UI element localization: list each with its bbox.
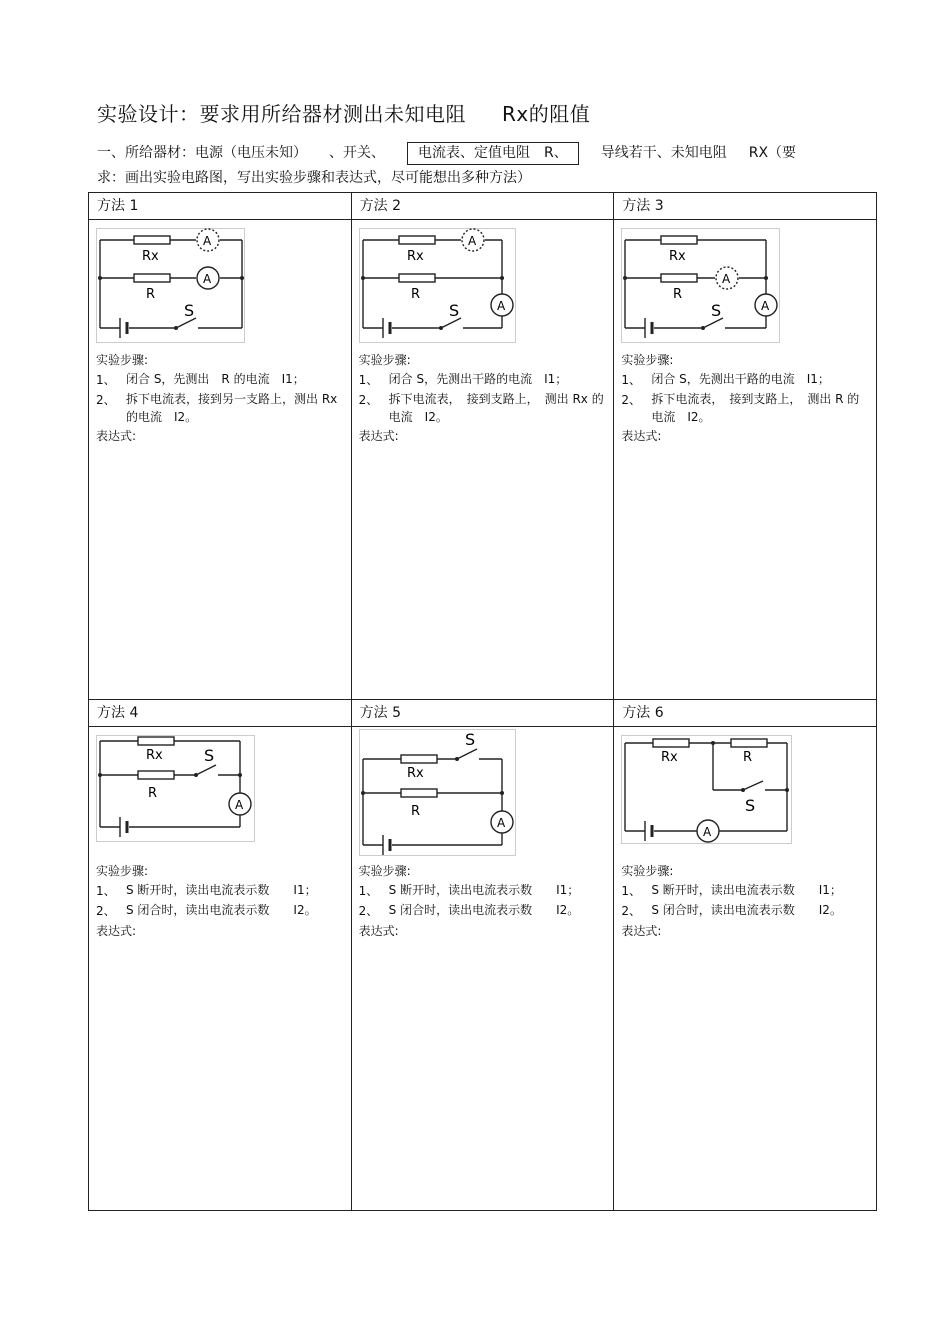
step-item: 1、 S 断开时，读出电流表示数 I1； xyxy=(358,883,580,898)
expression-label: 表达式: xyxy=(621,924,662,938)
materials-line: 一、所给器材：电源（电压未知） 、开关、 电流表、定值电阻 R、 导线若干、未知电阻 RX（要 xyxy=(97,142,796,162)
r-label: R xyxy=(146,287,156,302)
steps-label: 实验步骤: xyxy=(621,864,674,878)
method-title: 方法 3 xyxy=(614,193,877,220)
rx-label: Rx xyxy=(406,766,424,781)
method-title: 方法 1 xyxy=(89,193,352,220)
method-title: 方法 6 xyxy=(614,700,877,727)
method-title: 方法 4 xyxy=(89,700,352,727)
steps-block xyxy=(359,350,606,446)
requirement-line: 求：画出实验电路图，写出实验步骤和表达式，尽可能想出多种方法） xyxy=(97,170,531,186)
ammeter-label: A xyxy=(761,299,770,313)
ammeter-label: A xyxy=(203,272,212,286)
step-item: 2、 S 闭合时，读出电流表示数 I2。 xyxy=(358,903,580,918)
step-item: 2、 S 闭合时，读出电流表示数 I2。 xyxy=(621,903,842,918)
switch-label: S xyxy=(745,796,756,815)
highlighted-materials: 电流表、定值电阻 R、 xyxy=(407,142,579,165)
rx-label: Rx xyxy=(661,750,679,765)
expression-label: 表达式: xyxy=(621,429,662,443)
ammeter-label: A xyxy=(235,798,244,812)
steps-label: 实验步骤: xyxy=(358,353,411,367)
r-label: R xyxy=(148,786,158,801)
circuit-diagram-2 xyxy=(359,228,519,344)
step-item: 2、 S 闭合时，读出电流表示数 I2。 xyxy=(96,903,317,918)
rx-label: Rx xyxy=(146,748,163,763)
switch-label: S xyxy=(204,746,215,765)
ammeter-label: A xyxy=(203,234,212,248)
steps-block xyxy=(96,350,343,446)
circuit-diagram-5 xyxy=(359,729,519,857)
step-item: 1、 闭合 S，先测出干路的电流 I1； xyxy=(358,372,568,387)
steps-block xyxy=(96,861,343,941)
circuit-diagram-4 xyxy=(96,735,258,845)
switch-label: S xyxy=(711,301,722,320)
circuit-diagram-6 xyxy=(621,735,795,847)
steps-label: 实验步骤: xyxy=(96,864,149,878)
r-label: R xyxy=(410,287,420,302)
ammeter-label: A xyxy=(722,272,731,286)
method-title: 方法 5 xyxy=(351,700,614,727)
steps-label: 实验步骤: xyxy=(96,353,149,367)
circuit-diagram-3 xyxy=(621,228,783,344)
r-label: R xyxy=(410,804,420,819)
steps-block xyxy=(621,350,868,446)
expression-label: 表达式: xyxy=(358,924,399,938)
ammeter-label: A xyxy=(496,299,505,313)
r-label: R xyxy=(743,750,753,765)
circuit-diagram-1 xyxy=(96,228,246,344)
methods-table xyxy=(88,192,877,1211)
step-item: 1、 S 断开时，读出电流表示数 I1； xyxy=(621,883,842,898)
step-item: 2、 拆下电流表， 接到支路上， 测出 Rx 的电流 I2。 xyxy=(358,392,604,424)
ammeter-label: A xyxy=(703,825,712,839)
switch-label: S xyxy=(448,301,459,320)
expression-label: 表达式: xyxy=(96,924,137,938)
step-item: 1、 闭合 S，先测出 R 的电流 I1； xyxy=(96,372,305,387)
page-title: 实验设计：要求用所给器材测出未知电阻 Rx的阻值 xyxy=(97,102,591,126)
steps-block xyxy=(359,861,606,941)
rx-label: Rx xyxy=(669,249,687,264)
steps-label: 实验步骤: xyxy=(358,864,411,878)
steps-label: 实验步骤: xyxy=(621,353,674,367)
steps-block xyxy=(621,861,868,941)
switch-label: S xyxy=(464,730,475,749)
step-item: 2、 拆下电流表，接到另一支路上，测出 Rx 的电流 I2。 xyxy=(96,392,338,424)
step-item: 1、 S 断开时，读出电流表示数 I1； xyxy=(96,883,317,898)
r-label: R xyxy=(673,287,683,302)
step-item: 1、 闭合 S，先测出干路的电流 I1； xyxy=(621,372,830,387)
expression-label: 表达式: xyxy=(358,429,399,443)
step-item: 2、 拆下电流表， 接到支路上， 测出 R 的电流 I2。 xyxy=(621,392,860,424)
ammeter-label: A xyxy=(496,816,505,830)
rx-label: Rx xyxy=(142,249,159,264)
method-title: 方法 2 xyxy=(351,193,614,220)
rx-label: Rx xyxy=(406,249,424,264)
expression-label: 表达式: xyxy=(96,429,137,443)
switch-label: S xyxy=(184,301,195,320)
ammeter-label: A xyxy=(467,234,476,248)
